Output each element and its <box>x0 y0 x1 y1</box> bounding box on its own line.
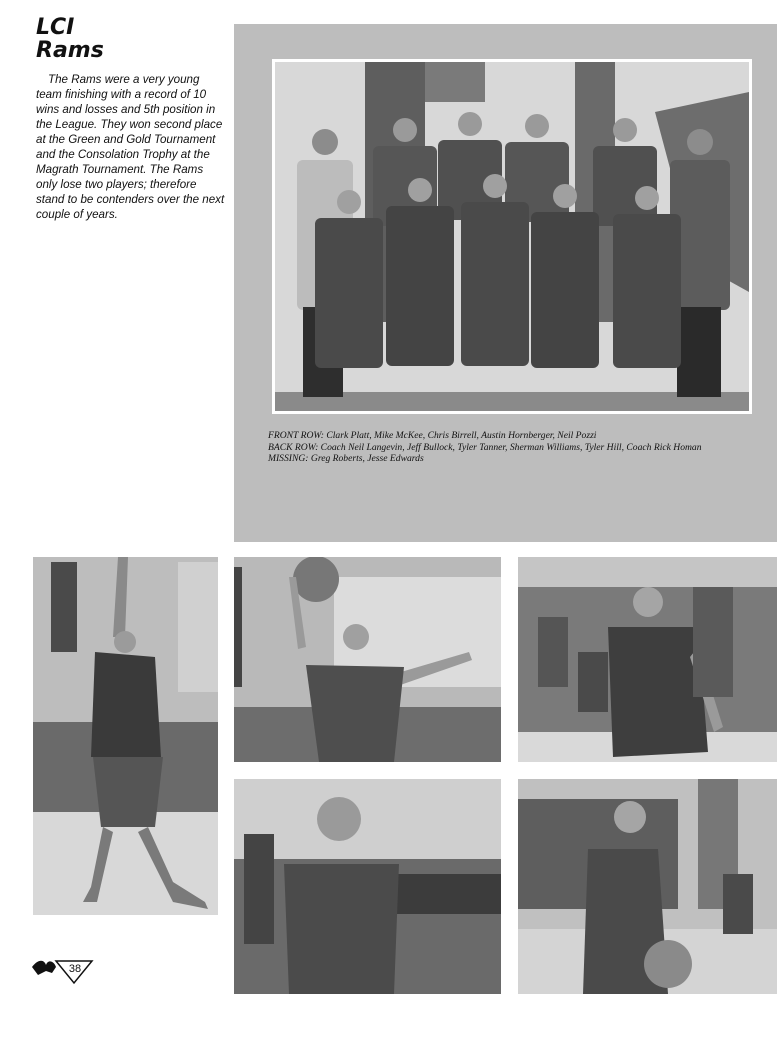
team-photo <box>275 62 749 411</box>
team-photo-frame <box>272 59 752 414</box>
title-line-1: LCI <box>36 15 75 40</box>
action-photo-3 <box>518 557 777 762</box>
page-number-badge <box>30 955 94 985</box>
action-photo-1 <box>33 557 218 915</box>
intro-paragraph: The Rams were a very young team finishing with a record of 10 wins and losses and 5th position in the League. They won second place at the Green and Gold Tournament and the Consolation Trophy at the Magrath Tournament. The Rams only lose two players; therefore stand to be contenders over the next couple of years. <box>36 73 225 221</box>
page-number: 38 <box>68 963 82 975</box>
title-line-2: Rams <box>36 38 104 63</box>
caption-missing: MISSING: Greg Roberts, Jesse Edwards <box>268 453 424 464</box>
action-photo-2 <box>234 557 501 762</box>
caption-front-row: FRONT ROW: Clark Platt, Mike McKee, Chris Birrell, Austin Hornberger, Neil Pozzi <box>268 430 597 441</box>
page-title <box>36 16 226 62</box>
team-photo-caption <box>268 430 768 465</box>
action-photo-4 <box>234 779 501 994</box>
action-photo-5 <box>518 779 777 994</box>
caption-back-row: BACK ROW: Coach Neil Langevin, Jeff Bullock, Tyler Tanner, Sherman Williams, Tyler Hill, Coach Rick Homan <box>268 441 702 453</box>
